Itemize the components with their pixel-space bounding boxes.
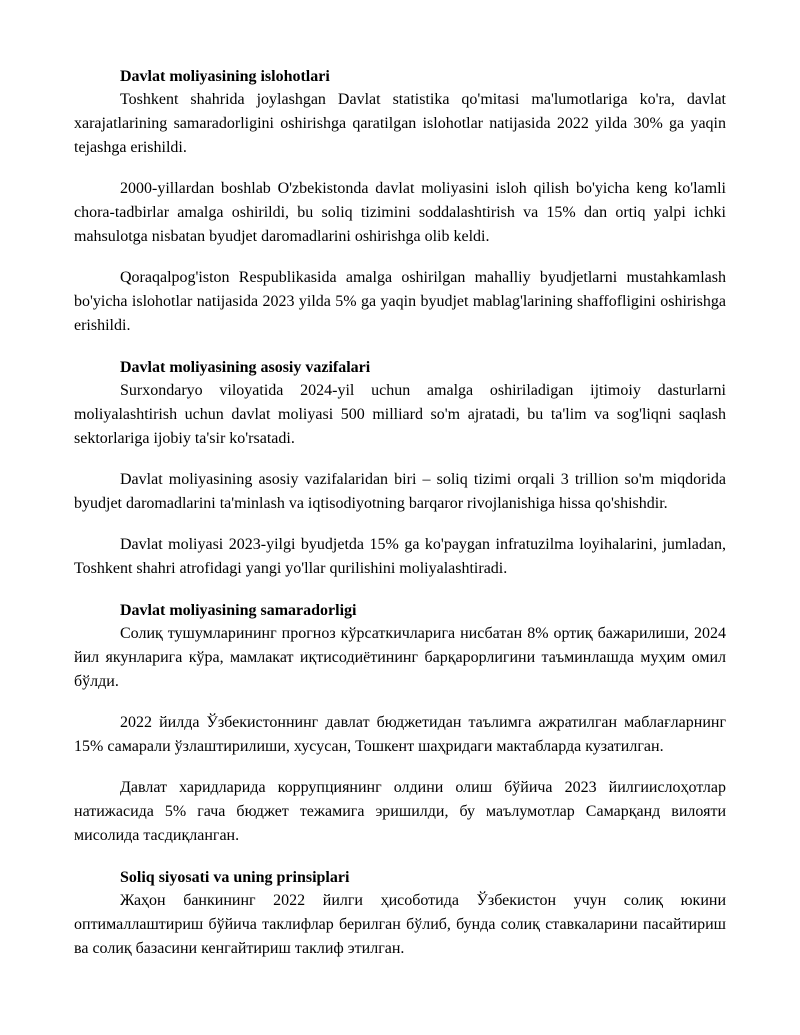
paragraph: Qoraqalpog'iston Respublikasida amalga oshirilgan mahalliy byudjetlarni mustahkamlash bo'yicha islohotlar natijasida 2023 yilda 5% ga yaqin byudjet mablag'larining shaffofligini oshirishga erishildi. — [74, 269, 726, 334]
paragraph: 2022 йилда Ўзбекистоннинг давлат бюджетидан таълимга ажратилган маблағларнинг 15% самарали ўзлаштирилиши, хусусан, Тошкент шаҳридаги мактабларда кузатилган. — [74, 714, 726, 755]
document-page — [74, 66, 726, 961]
paragraph: Toshkent shahrida joylashgan Davlat statistika qo'mitasi ma'lumotlariga ko'ra, davlat xarajatlarining samaradorligini oshirishga qaratilgan islohotlar natijasida 2022 yilda 30% ga yaqin tejashga erishildi. — [74, 91, 726, 156]
paragraph: 2000-yillardan boshlab O'zbekistonda davlat moliyasini isloh qilish bo'yicha keng ko'lamli chora-tadbirlar amalga oshirildi, bu soliq tizimini soddalashtirish va 15% dan ortiq yalpi ichki mahsulotga nisbatan byudjet daromadlarini oshirishga olib keldi. — [74, 180, 726, 245]
paragraph: Жаҳон банкининг 2022 йилги ҳисоботида Ўзбекистон учун солиқ юкини оптималлаштириш бўйича таклифлар берилган бўлиб, бунда солиқ ставкаларини пасайтириш ва солиқ базасини кенгайтириш таклиф этилган. — [74, 892, 726, 957]
paragraph: Давлат харидларида коррупциянинг олдини олиш бўйича 2023 йилгиислоҳотлар натижасида 5% гача бюджет тежамига эришилди, бу маълумотлар Самарқанд вилояти мисолида тасдиқланган. — [74, 779, 726, 844]
paragraph: Солиқ тушумларининг прогноз кўрсаткичларига нисбатан 8% ортиқ бажарилиши, 2024 йил якунларига кўра, мамлакат иқтисодиётининг барқарорлигини таъминлашда муҳим омил бўлди. — [74, 625, 726, 690]
section-heading-main-tasks: Davlat moliyasining asosiy vazifalari — [120, 359, 371, 376]
paragraph: Davlat moliyasining asosiy vazifalaridan biri – soliq tizimi orqali 3 trillion so'm miqdorida byudjet daromadlarini ta'minlash va iqtisodiyotning barqaror rivojlanishiga hissa qo'shishdir. — [74, 471, 726, 512]
section-heading-tax-policy: Soliq siyosati va uning prinsiplari — [120, 869, 350, 886]
section-heading-efficiency: Davlat moliyasining samaradorligi — [120, 602, 357, 619]
section-heading-reforms: Davlat moliyasining islohotlari — [120, 68, 330, 85]
paragraph: Davlat moliyasi 2023-yilgi byudjetda 15% ga ko'paygan infratuzilma loyihalarini, jumladan, Toshkent shahri atrofidagi yangi yo'llar qurilishini moliyalashtiradi. — [74, 536, 726, 577]
paragraph: Surxondaryo viloyatida 2024-yil uchun amalga oshiriladigan ijtimoiy dasturlarni moliyalashtirish uchun davlat moliyasi 500 milliard so'm ajratadi, bu ta'lim va sog'liqni saqlash sektorlariga ijobiy ta'sir ko'rsatadi. — [74, 382, 726, 447]
